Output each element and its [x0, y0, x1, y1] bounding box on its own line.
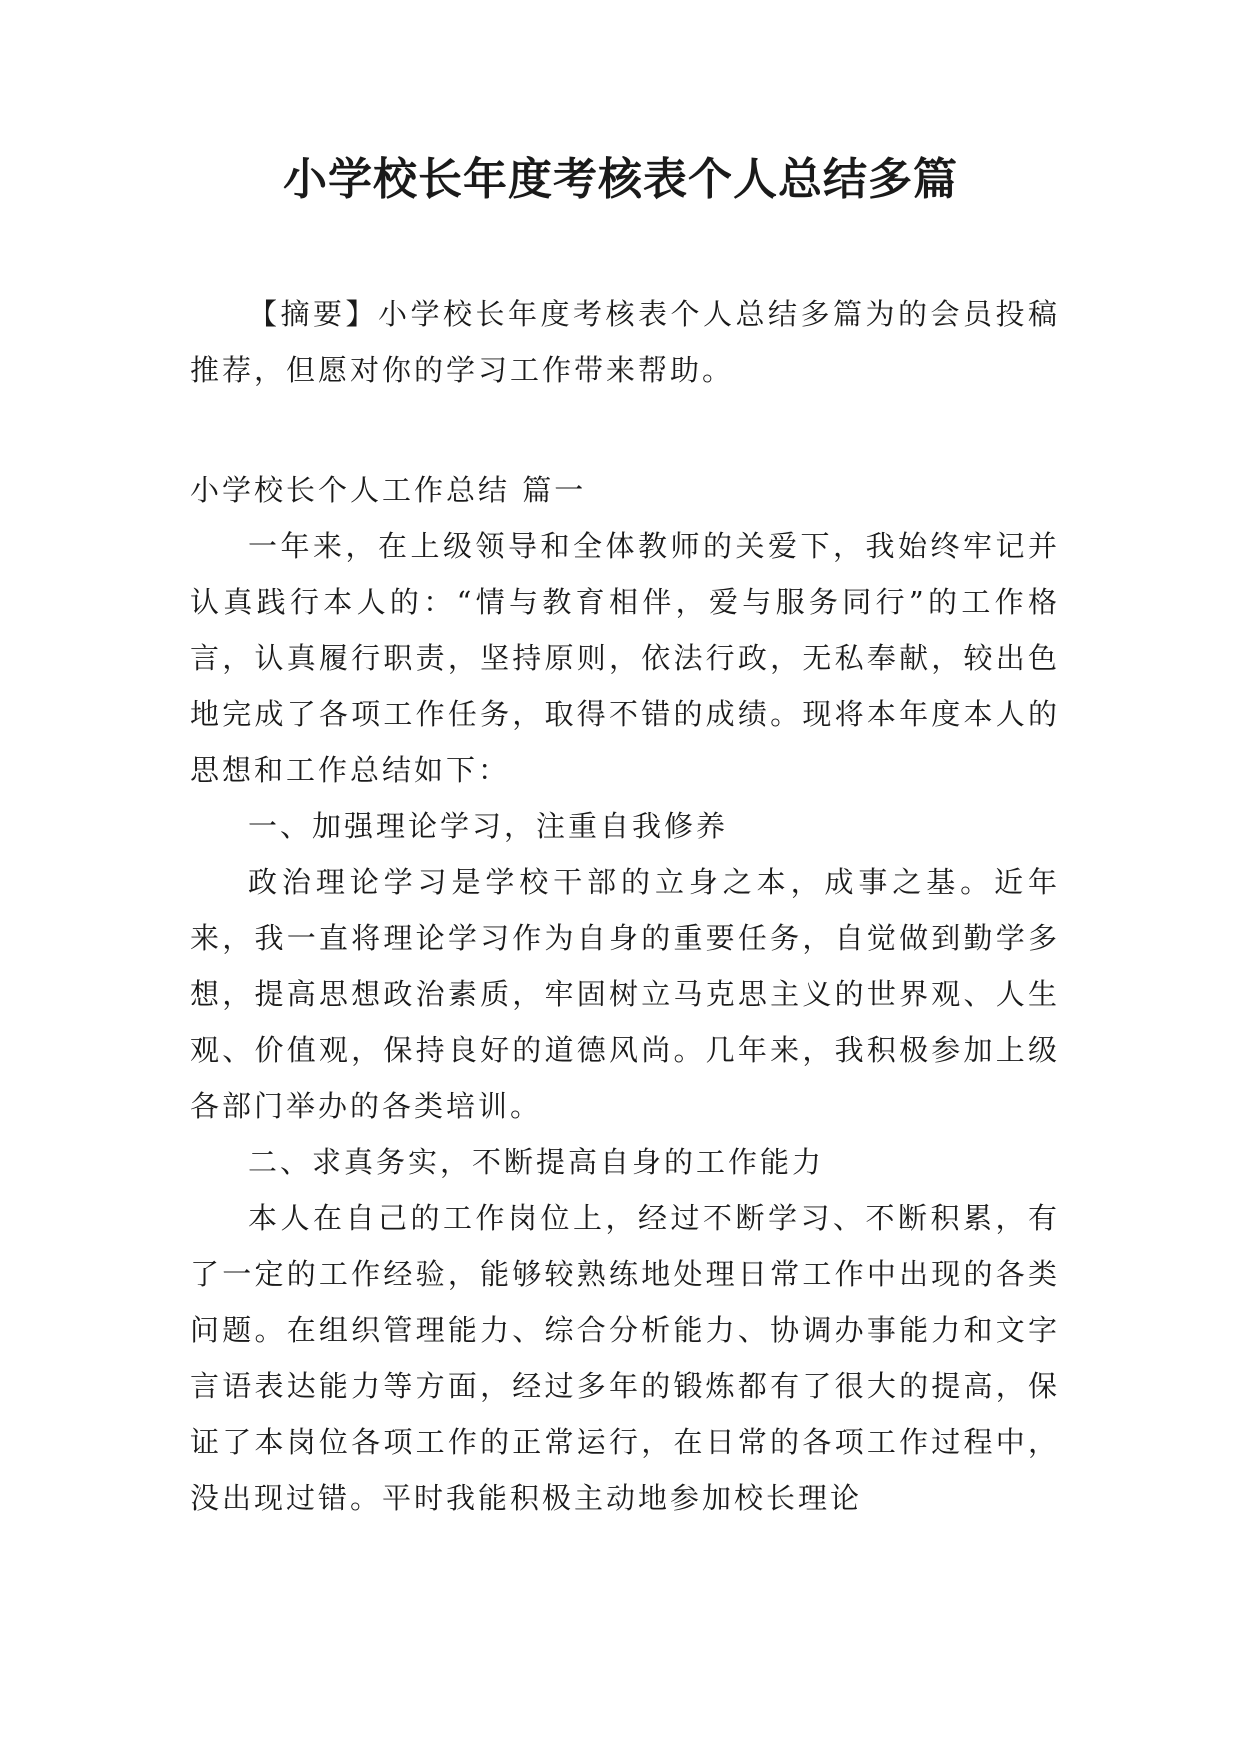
body-paragraph: 本人在自己的工作岗位上，经过不断学习、不断积累，有了一定的工作经验，能够较熟练地处理日常工作中出现的各类问题。在组织管理能力、综合分析能力、协调办事能力和文字言语表达能力等方面，经过多年的锻炼都有了很大的提高，保证了本岗位各项工作的正常运行，在日常的各项工作过程中，没出现过错。平时我能积极主动地参加校长理论 [190, 1201, 1060, 1515]
subsection-heading: 二、求真务实，不断提高自身的工作能力 [248, 1145, 825, 1179]
abstract-paragraph: 【摘要】小学校长年度考核表个人总结多篇为的会员投稿推荐，但愿对你的学习工作带来帮助。 [190, 297, 1060, 387]
document-title: 小学校长年度考核表个人总结多篇 [283, 154, 958, 205]
abstract-block [190, 286, 1060, 398]
body-paragraph: 政治理论学习是学校干部的立身之本，成事之基。近年来，我一直将理论学习作为自身的重要任务，自觉做到勤学多想，提高思想政治素质，牢固树立马克思主义的世界观、人生观、价值观，保持良好的道德风尚。几年来，我积极参加上级各部门举办的各类培训。 [190, 865, 1060, 1123]
subsection-heading: 一、加强理论学习，注重自我修养 [248, 809, 729, 843]
body-paragraph: 一年来，在上级领导和全体教师的关爱下，我始终牢记并认真践行本人的：“情与教育相伴，爱与服务同行”的工作格言，认真履行职责，坚持原则，依法行政，无私奉献，较出色地完成了各项工作任务，取得不错的成绩。现将本年度本人的思想和工作总结如下： [190, 529, 1060, 787]
section-title: 小学校长个人工作总结 篇一 [190, 473, 587, 507]
document-body [190, 462, 1060, 1526]
